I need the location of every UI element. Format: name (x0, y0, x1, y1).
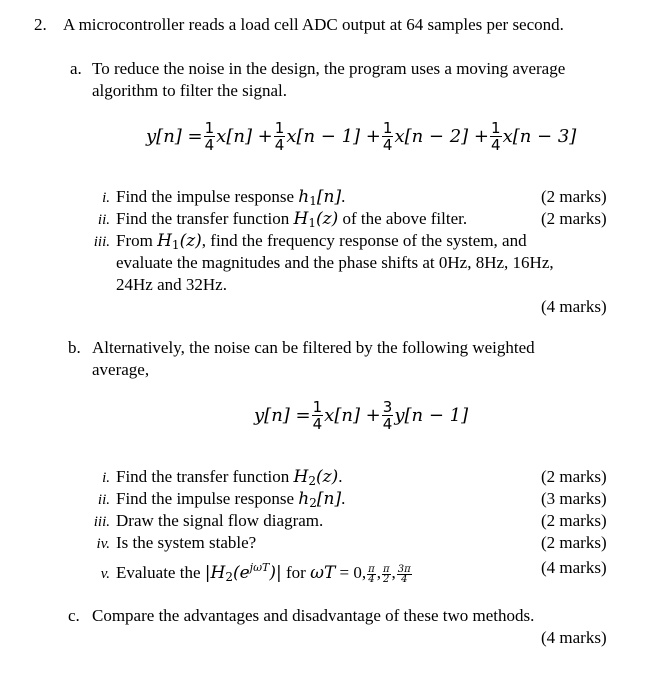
part-a-equation: y[n] = $\frac{1}{4}$ x[n] + $\frac{1}{4}$ x[n − 1] + $\frac{1}{4}$ x[n − 2] + $\frac{1}{4}$ x[n − 3] (146, 119, 577, 154)
part-b-item-i: i. Find the transfer function $H_2(z)$. (102, 467, 343, 488)
part-b-item-iv: iv. Is the system stable? (96, 533, 257, 552)
part-a-text-line2: algorithm to filter the signal. (92, 81, 287, 100)
part-b-item-iii-marks: (2 marks) (541, 511, 607, 530)
part-c-text: Compare the advantages and disadvantage of these two methods. (92, 606, 535, 625)
part-b-item-v: v. Evaluate the $|H_2(e^{j\omega T})|$ for ωT = 0, $\frac{\pi}{4}$ , $\frac{\pi}{2}$ , $\frac{3\pi}{4}$ (100, 561, 411, 585)
part-a-item-ii: ii. Find the transfer function $H_1(z)$ of the above filter. (97, 209, 468, 230)
part-b-item-i-marks: (2 marks) (541, 467, 607, 486)
part-b-item-iv-marks: (2 marks) (541, 533, 607, 552)
part-c-marks: (4 marks) (541, 628, 607, 647)
part-a-item-iii: iii. From $H_1(z)$, find the frequency response of the system, and (93, 231, 527, 252)
part-a-label: a. (70, 59, 82, 78)
part-b-item-ii-marks: (3 marks) (541, 489, 607, 508)
part-b-item-iii: iii. Draw the signal flow diagram. (93, 511, 324, 530)
part-a-item-iii-line3: 24Hz and 32Hz. (116, 275, 227, 294)
part-b-item-v-marks: (4 marks) (541, 558, 607, 577)
part-a-item-ii-marks: (2 marks) (541, 209, 607, 228)
part-a-item-iii-marks: (4 marks) (541, 297, 607, 316)
part-a-text-line1: To reduce the noise in the design, the program uses a moving average (92, 59, 566, 78)
part-b-label: b. (68, 338, 81, 357)
part-b-equation: y[n] = $\frac{1}{4}$ x[n] + $\frac{3}{4}$ y[n − 1] (254, 398, 469, 433)
part-a-item-i: i. Find the impulse response $h_1[n]$. (102, 187, 346, 208)
part-b-text-line1: Alternatively, the noise can be filtered by the following weighted (92, 338, 535, 357)
part-b-item-ii: ii. Find the impulse response $h_2[n]$. (97, 489, 346, 510)
part-a-item-i-marks: (2 marks) (541, 187, 607, 206)
part-c-label: c. (68, 606, 80, 625)
part-b-text-line2: average, (92, 360, 150, 379)
question-text: A microcontroller reads a load cell ADC output at 64 samples per second. (63, 15, 564, 34)
question-number: 2. (34, 15, 47, 34)
part-a-item-iii-line2: evaluate the magnitudes and the phase shifts at 0Hz, 8Hz, 16Hz, (116, 253, 554, 272)
